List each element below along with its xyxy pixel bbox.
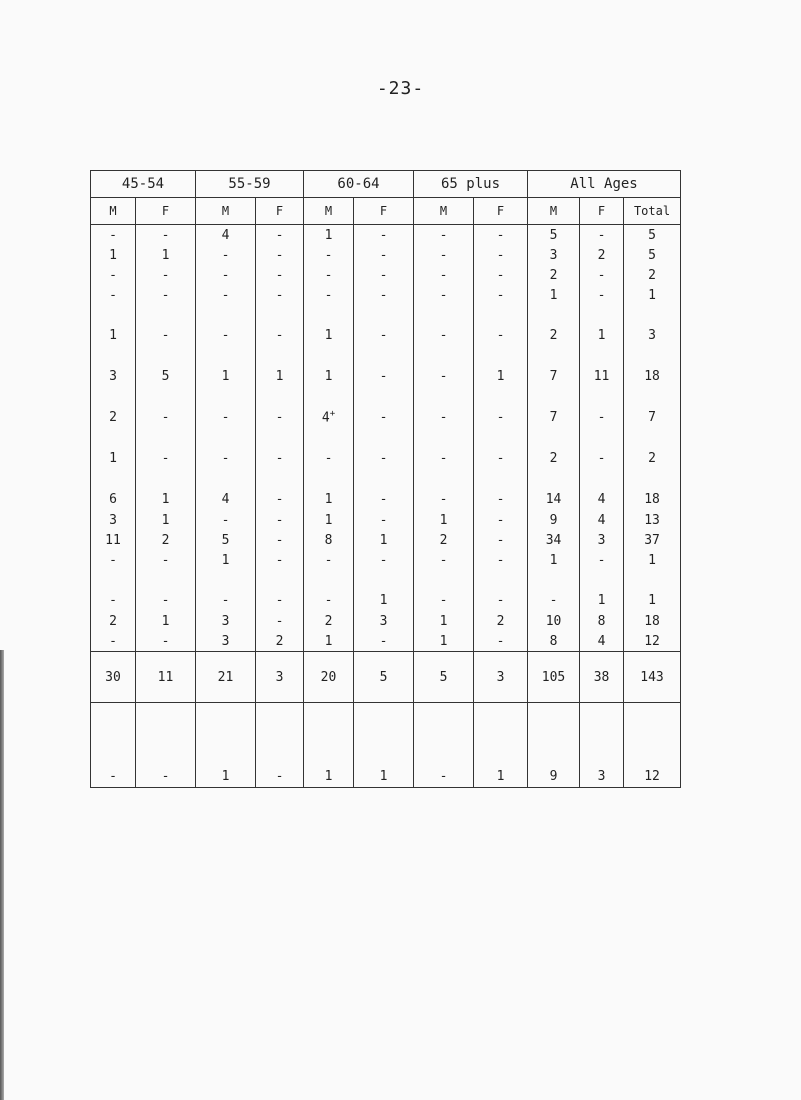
table-cell: 1 [354, 765, 414, 788]
table-cell: - [256, 305, 304, 346]
table-cell: - [474, 245, 528, 265]
total-cell: 20 [304, 652, 354, 703]
table-cell: 1 [91, 305, 136, 346]
table-cell: 1 [580, 570, 624, 611]
table-row [91, 428, 681, 469]
table-cell: 10 [528, 611, 580, 631]
sex-header: F [354, 198, 414, 225]
table-cell: 2 [580, 245, 624, 265]
total-cell: 3 [256, 652, 304, 703]
table-row [91, 387, 681, 428]
table-cell: - [196, 570, 256, 611]
table-cell: - [474, 550, 528, 570]
empty-cell [136, 703, 196, 766]
table-cell: 3 [580, 530, 624, 550]
table-cell: - [304, 428, 354, 469]
table-cell: 2 [624, 265, 681, 285]
table-cell: 1 [624, 570, 681, 611]
table-cell: - [256, 611, 304, 631]
table-cell: - [354, 387, 414, 428]
table-cell: 1 [624, 550, 681, 570]
table-cell: - [354, 225, 414, 246]
table-cell: - [414, 346, 474, 387]
table-cell: 2 [136, 530, 196, 550]
table-cell: - [354, 346, 414, 387]
table-cell: - [91, 225, 136, 246]
table-cell: - [256, 387, 304, 428]
table-cell: - [528, 570, 580, 611]
age-group-header: 45-54 [91, 171, 196, 198]
table-cell: 1 [354, 570, 414, 611]
table-cell: 14 [528, 469, 580, 510]
table-cell: 3 [580, 765, 624, 788]
table-cell: 11 [580, 346, 624, 387]
sex-header: F [136, 198, 196, 225]
empty-cell [256, 703, 304, 766]
table-cell: - [196, 285, 256, 305]
sex-header: F [580, 198, 624, 225]
table-cell: 1 [91, 428, 136, 469]
table-cell: - [256, 765, 304, 788]
table-cell: 1 [136, 245, 196, 265]
table-row [91, 550, 681, 570]
table-cell: - [414, 305, 474, 346]
table-cell: 1 [136, 510, 196, 530]
sex-header: F [474, 198, 528, 225]
table-cell: 3 [624, 305, 681, 346]
total-cell: 38 [580, 652, 624, 703]
table-row [91, 225, 681, 246]
mortality-table [90, 170, 681, 788]
total-cell: 143 [624, 652, 681, 703]
table-cell: - [354, 428, 414, 469]
table-cell: - [354, 285, 414, 305]
table-cell: - [580, 550, 624, 570]
table-cell: - [354, 631, 414, 652]
table-cell: 1 [304, 510, 354, 530]
total-cell: 30 [91, 652, 136, 703]
table-cell: 4 [196, 469, 256, 510]
table-cell: - [414, 469, 474, 510]
table-cell: - [196, 428, 256, 469]
table-cell: - [256, 550, 304, 570]
table-row [91, 245, 681, 265]
age-group-header: 65 plus [414, 171, 528, 198]
table-cell: 5 [136, 346, 196, 387]
table-cell: - [580, 428, 624, 469]
table-cell: - [196, 305, 256, 346]
table-cell: - [136, 225, 196, 246]
sex-header: M [528, 198, 580, 225]
table-cell: - [354, 550, 414, 570]
table-cell: 3 [354, 611, 414, 631]
sex-header: M [414, 198, 474, 225]
table-cell: - [256, 428, 304, 469]
table-cell: 18 [624, 611, 681, 631]
table-cell: - [196, 265, 256, 285]
table-cell: 5 [196, 530, 256, 550]
table-cell: - [474, 387, 528, 428]
table-cell: - [136, 285, 196, 305]
table-cell: - [256, 245, 304, 265]
sex-header-row [91, 198, 681, 225]
table-cell: 4 [580, 469, 624, 510]
total-cell: 3 [474, 652, 528, 703]
table-cell: 2 [474, 611, 528, 631]
table-row [91, 530, 681, 550]
table-cell: 7 [528, 387, 580, 428]
table-cell: 5 [624, 245, 681, 265]
table-cell: - [91, 265, 136, 285]
table-cell: - [414, 245, 474, 265]
table-cell: - [414, 765, 474, 788]
table-row [91, 285, 681, 305]
table-cell: - [91, 550, 136, 570]
table-row [91, 346, 681, 387]
table-cell: - [474, 469, 528, 510]
table-cell: 1 [528, 285, 580, 305]
table-cell: 4 [580, 631, 624, 652]
table-cell: 3 [196, 631, 256, 652]
table-cell: 5 [624, 225, 681, 246]
table-cell: - [580, 265, 624, 285]
table-cell: 2 [528, 305, 580, 346]
table-cell: - [136, 387, 196, 428]
table-cell: 11 [91, 530, 136, 550]
table-cell: - [136, 765, 196, 788]
table-cell: 1 [91, 245, 136, 265]
table-cell: 8 [528, 631, 580, 652]
empty-cell [196, 703, 256, 766]
table-cell: - [196, 245, 256, 265]
table-cell: - [136, 570, 196, 611]
table-cell: 8 [304, 530, 354, 550]
table-cell: - [474, 510, 528, 530]
table-cell: - [414, 550, 474, 570]
sex-header: Total [624, 198, 681, 225]
sex-header: F [256, 198, 304, 225]
table-cell: 4 [580, 510, 624, 530]
table-cell: - [136, 265, 196, 285]
table-cell: 1 [354, 530, 414, 550]
table-cell: - [474, 570, 528, 611]
table-cell: - [304, 265, 354, 285]
table-cell: 18 [624, 469, 681, 510]
table-cell: - [474, 285, 528, 305]
table-cell: - [414, 225, 474, 246]
table-cell: - [304, 285, 354, 305]
sex-header: M [196, 198, 256, 225]
empty-cell [474, 703, 528, 766]
table-cell: - [256, 225, 304, 246]
plus-superscript: + [329, 408, 336, 419]
sex-header: M [91, 198, 136, 225]
age-group-header: 55-59 [196, 171, 304, 198]
table-cell: 2 [528, 265, 580, 285]
table-cell: 2 [256, 631, 304, 652]
table-cell: 9 [528, 510, 580, 530]
table-cell: - [354, 245, 414, 265]
empty-cell [624, 703, 681, 766]
empty-cell [304, 703, 354, 766]
table-cell: 6 [91, 469, 136, 510]
table-cell: - [474, 225, 528, 246]
table-cell: - [580, 285, 624, 305]
table-cell: - [256, 570, 304, 611]
empty-cell [91, 703, 136, 766]
table-cell: - [414, 285, 474, 305]
table-cell: - [474, 530, 528, 550]
table-cell: 3 [91, 510, 136, 530]
table-cell: 7 [528, 346, 580, 387]
table-cell: - [414, 387, 474, 428]
table-cell: 1 [196, 765, 256, 788]
table-cell: - [304, 550, 354, 570]
total-cell: 11 [136, 652, 196, 703]
table-cell: - [196, 510, 256, 530]
table-cell: 18 [624, 346, 681, 387]
table-cell: - [414, 265, 474, 285]
table-cell: - [474, 265, 528, 285]
table-cell: - [354, 510, 414, 530]
age-group-header-row [91, 171, 681, 198]
table-cell: 4+ [304, 387, 354, 428]
table-cell: - [474, 428, 528, 469]
table-cell: 2 [304, 611, 354, 631]
total-cell: 5 [414, 652, 474, 703]
table-cell: - [196, 387, 256, 428]
empty-cell [354, 703, 414, 766]
table-cell: 1 [304, 346, 354, 387]
age-group-header: All Ages [528, 171, 681, 198]
table-cell: - [91, 570, 136, 611]
table-cell: 1 [414, 631, 474, 652]
page-number: -23- [376, 78, 425, 99]
table-cell: 2 [91, 611, 136, 631]
table-cell: - [580, 225, 624, 246]
table-cell: 7 [624, 387, 681, 428]
spacer-row [91, 703, 681, 766]
table-cell: 1 [136, 469, 196, 510]
table-cell: 1 [474, 346, 528, 387]
table-cell: - [354, 305, 414, 346]
scan-edge-shadow [0, 650, 4, 1100]
table-cell: - [354, 469, 414, 510]
table-cell: 4 [196, 225, 256, 246]
sex-header: M [304, 198, 354, 225]
table-cell: - [256, 285, 304, 305]
table-cell: 1 [624, 285, 681, 305]
table-row [91, 305, 681, 346]
table-cell: 2 [414, 530, 474, 550]
table-cell: 34 [528, 530, 580, 550]
table-cell: 1 [304, 469, 354, 510]
empty-cell [414, 703, 474, 766]
table-row [91, 631, 681, 652]
table-cell: - [91, 765, 136, 788]
table-cell: 1 [304, 631, 354, 652]
table-cell: 5 [528, 225, 580, 246]
table-cell: 1 [256, 346, 304, 387]
table-cell: 3 [91, 346, 136, 387]
table-cell: 2 [91, 387, 136, 428]
table-cell: 1 [414, 611, 474, 631]
total-cell: 21 [196, 652, 256, 703]
table-cell: - [256, 510, 304, 530]
table-cell: - [136, 428, 196, 469]
table-cell: - [304, 570, 354, 611]
table-cell: 2 [528, 428, 580, 469]
table-cell: - [136, 305, 196, 346]
table-cell: 1 [528, 550, 580, 570]
table-cell: 1 [304, 765, 354, 788]
table-cell: 37 [624, 530, 681, 550]
table-cell: - [414, 428, 474, 469]
table-cell: 3 [528, 245, 580, 265]
table-cell: 1 [304, 225, 354, 246]
table-row [91, 510, 681, 530]
table-cell: 12 [624, 765, 681, 788]
totals-row [91, 652, 681, 703]
table-cell: - [354, 265, 414, 285]
table-cell: - [474, 631, 528, 652]
table-cell: - [136, 631, 196, 652]
table-body [91, 225, 681, 788]
table-cell: - [414, 570, 474, 611]
total-cell: 5 [354, 652, 414, 703]
table-cell: 1 [136, 611, 196, 631]
table-cell: - [474, 305, 528, 346]
table-row [91, 570, 681, 611]
table-cell: 2 [624, 428, 681, 469]
table-cell: 3 [196, 611, 256, 631]
table-row [91, 611, 681, 631]
empty-cell [528, 703, 580, 766]
table-cell: 1 [580, 305, 624, 346]
age-group-header: 60-64 [304, 171, 414, 198]
table-cell: - [580, 387, 624, 428]
table-cell: 1 [304, 305, 354, 346]
table-cell: 1 [196, 346, 256, 387]
final-row [91, 765, 681, 788]
total-cell: 105 [528, 652, 580, 703]
table-cell: 12 [624, 631, 681, 652]
table-cell: - [91, 631, 136, 652]
table-cell: 8 [580, 611, 624, 631]
empty-cell [580, 703, 624, 766]
table-cell: - [91, 285, 136, 305]
table-row [91, 265, 681, 285]
table-row [91, 469, 681, 510]
table-cell: 1 [474, 765, 528, 788]
table-cell: 1 [196, 550, 256, 570]
table-cell: 13 [624, 510, 681, 530]
table-cell: 9 [528, 765, 580, 788]
table-cell: - [256, 469, 304, 510]
table-cell: - [256, 265, 304, 285]
table-cell: - [304, 245, 354, 265]
table-cell: - [136, 550, 196, 570]
table-cell: - [256, 530, 304, 550]
table-cell: 1 [414, 510, 474, 530]
